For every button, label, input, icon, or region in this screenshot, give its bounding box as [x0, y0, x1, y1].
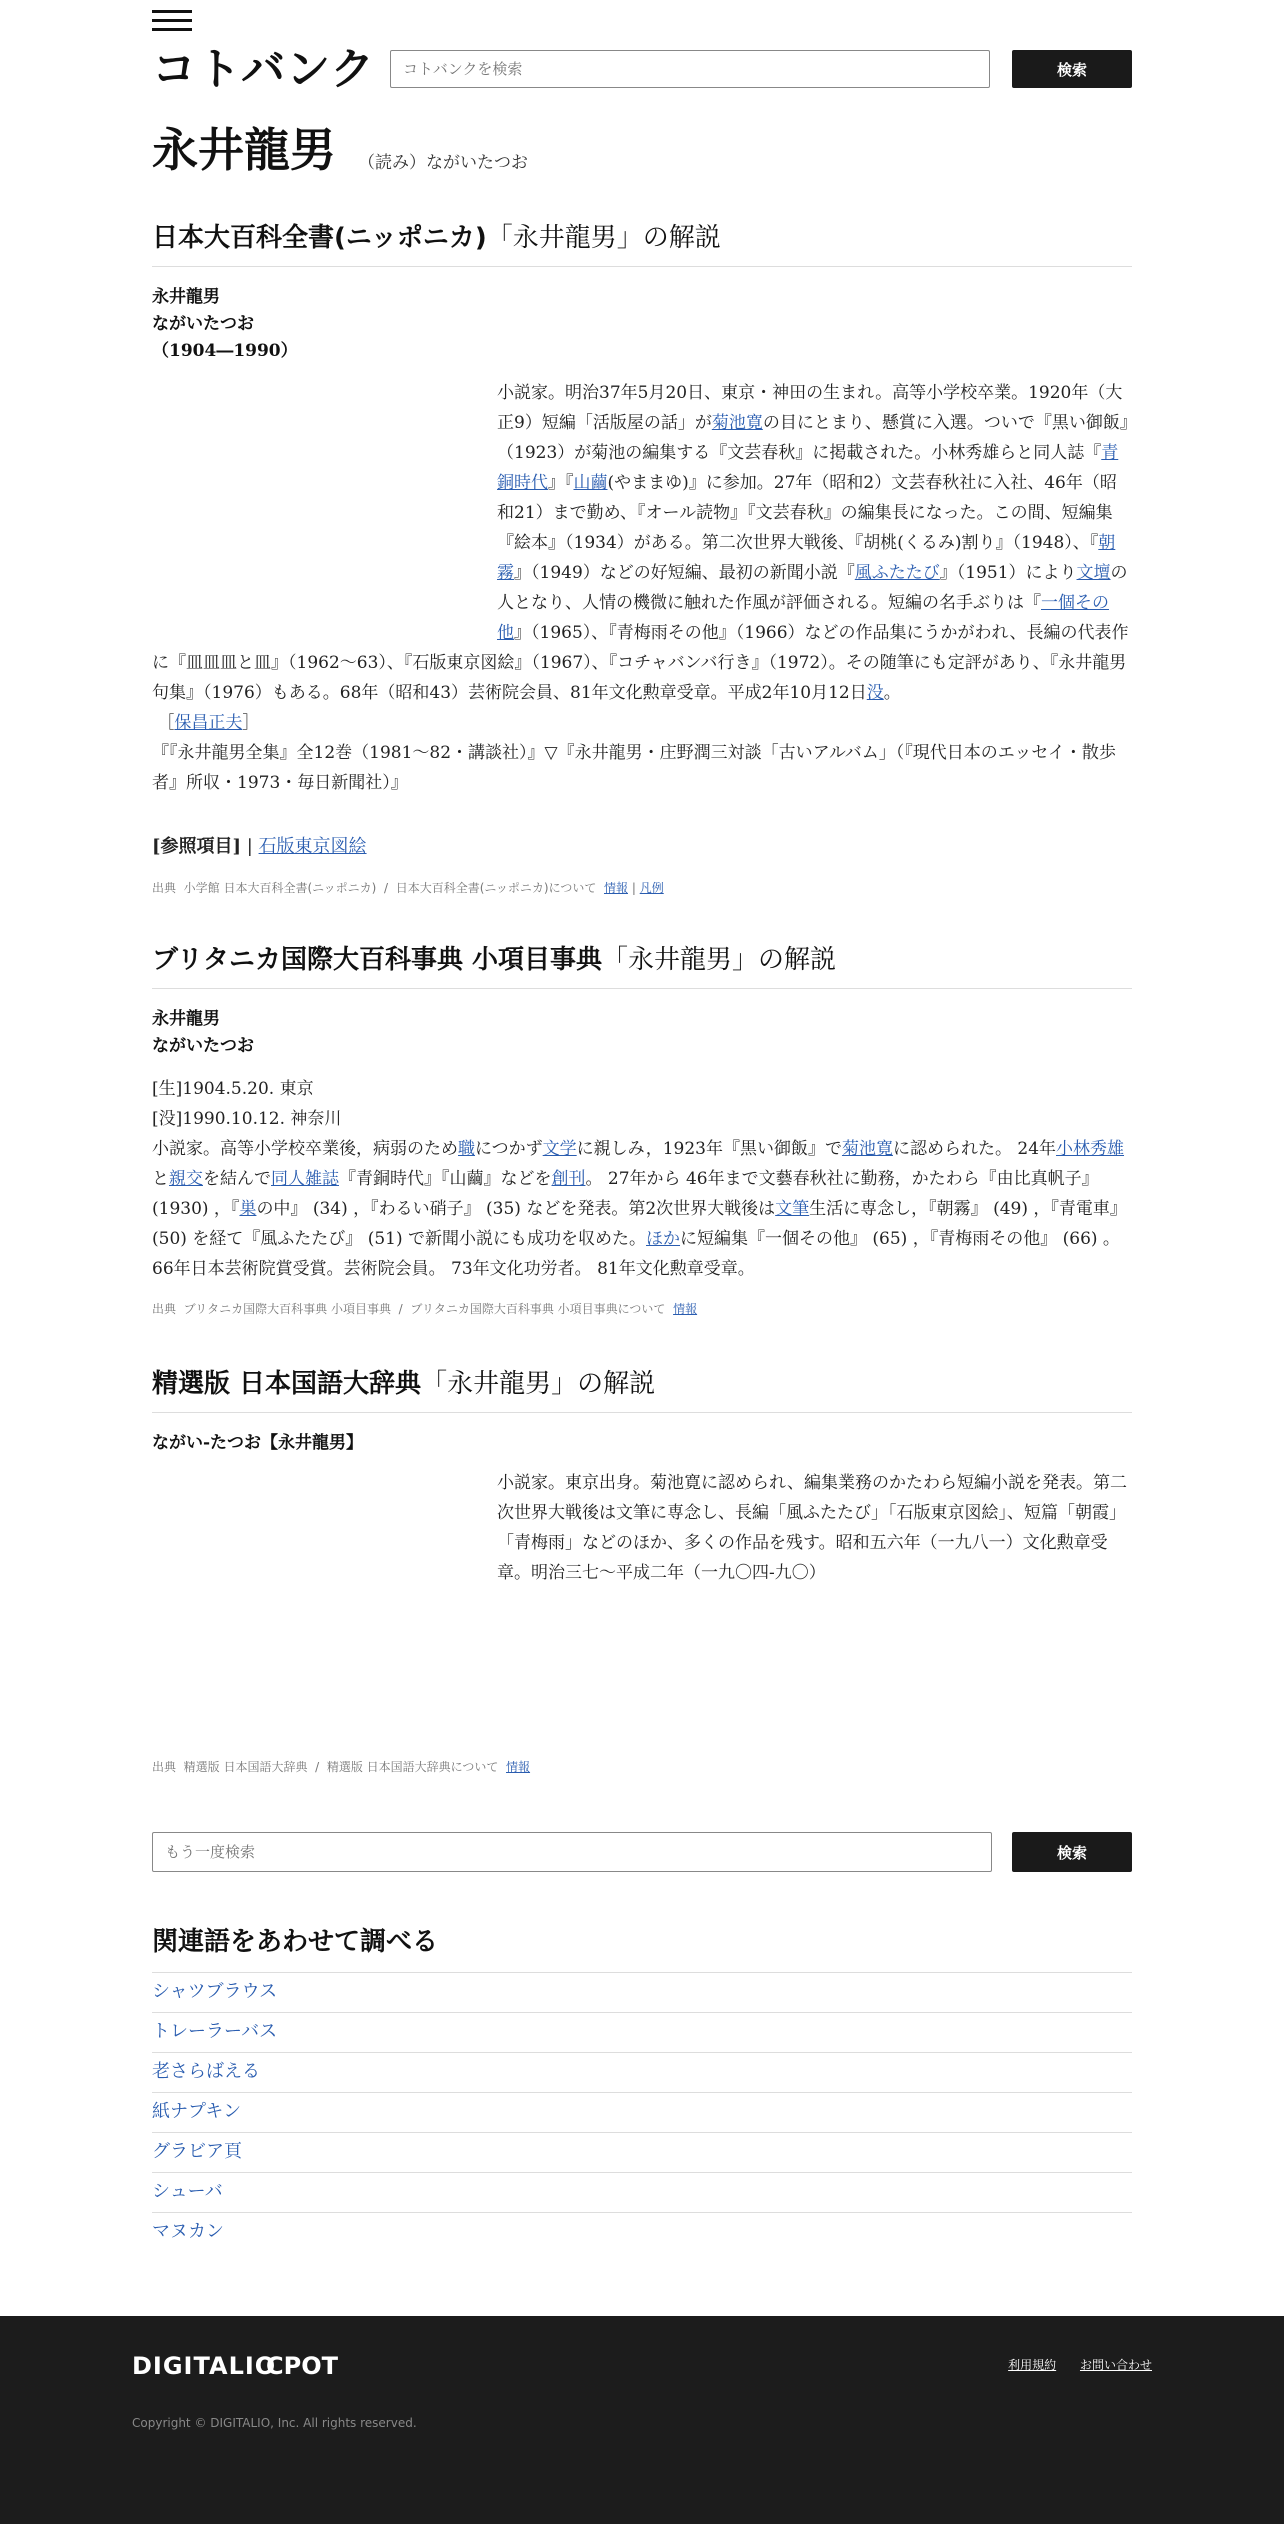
- link-seido-jidai[interactable]: 青銅時代: [497, 443, 1119, 493]
- list-item: [152, 2012, 1132, 2052]
- related-link[interactable]: グラビア頁: [152, 2141, 242, 2162]
- bibliography: 『『永井龍男全集』全12巻（1981～82・講談社）』▽『永井龍男・庄野潤三対談「古いアルバム」（『現代日本のエッセイ・散歩者』所収・1973・毎日新聞社）』: [152, 743, 1116, 793]
- footer: [0, 2316, 1284, 2524]
- source-info-link[interactable]: 情報: [673, 1302, 698, 1316]
- list-item: [152, 2092, 1132, 2132]
- related-heading: 関連語をあわせて調べる: [152, 1927, 439, 1957]
- reading: （読み）ながいたつお: [358, 153, 528, 173]
- kokugo-body: 小説家。東京出身。菊池寛に認められ、編集業務のかたわら短編小説を発表。第二次世界大戦後は文筆に専念し、長編「風ふたたび」「石版東京図絵」、短篇「朝霞」「青梅雨」などのほか、多くの作品を残す。昭和五六年（一九八一）文化勲章受章。明治三七～平成二年（一九〇四‐九〇）: [497, 1473, 1128, 1583]
- source-britannica: 出典 ブリタニカ国際大百科事典 小項目事典 / ブリタニカ国際大百科事典 小項目事典について 情報: [152, 1302, 698, 1316]
- link-yamamayu[interactable]: 山繭: [573, 473, 608, 493]
- link-author[interactable]: 保昌正夫: [174, 713, 243, 733]
- source-nipponica: 出典 小学館 日本大百科全書(ニッポニカ) / 日本大百科全書(ニッポニカ)について 情報 | 凡例: [152, 881, 664, 895]
- link-dojin-zasshi[interactable]: 同人雑誌: [271, 1169, 339, 1189]
- section-heading-nipponica: 日本大百科全書(ニッポニカ)「永井龍男」の解説: [152, 218, 1132, 267]
- link-kaze-futatabi[interactable]: 風ふたたび: [854, 563, 940, 583]
- link-shinko[interactable]: 親交: [169, 1169, 203, 1189]
- section-heading-kokugo: 精選版 日本国語大辞典「永井龍男」の解説: [152, 1364, 1132, 1413]
- list-item: [152, 2172, 1132, 2212]
- digitalio-logo[interactable]: DIGITALIO: [132, 2352, 277, 2380]
- headword: 永井龍男: [152, 287, 220, 307]
- link-bungaku[interactable]: 文学: [542, 1139, 577, 1159]
- bottom-search-input[interactable]: [152, 1832, 992, 1872]
- headword-reading: ながいたつお: [152, 1036, 254, 1056]
- link-ikko-sonota[interactable]: 一個その他: [497, 593, 1109, 643]
- headword-reading: ながいたつお: [152, 314, 254, 334]
- site-logo[interactable]: コトバンク: [152, 44, 376, 95]
- related-link[interactable]: 老さらばえる: [152, 2061, 260, 2082]
- link-sokan[interactable]: 創刊: [551, 1169, 586, 1189]
- link-kobayashi-hideo[interactable]: 小林秀雄: [1056, 1139, 1125, 1159]
- reference-items: [参照項目] | 石版東京図絵: [152, 836, 367, 857]
- link-kikuchi-kan[interactable]: 菊池寛: [841, 1139, 893, 1159]
- contact-link[interactable]: お問い合わせ: [1079, 2358, 1152, 2372]
- died: [没]1990.10.12. 神奈川: [152, 1109, 342, 1129]
- copyright: Copyright © DIGITALIO, Inc. All rights reserved.: [132, 2416, 417, 2430]
- terms-link[interactable]: 利用規約: [1008, 2358, 1057, 2372]
- headword: ながい‐たつお【永井龍男】: [152, 1433, 364, 1453]
- bottom-search-button[interactable]: 検索: [1012, 1832, 1132, 1872]
- link-asagiri[interactable]: 朝霧: [497, 533, 1116, 583]
- related-link[interactable]: シューバ: [152, 2181, 223, 2202]
- headword: 永井龍男: [152, 1009, 220, 1029]
- related-link[interactable]: 紙ナプキン: [152, 2101, 242, 2122]
- search-input[interactable]: [390, 50, 990, 88]
- source-kokugo: 出典 精選版 日本国語大辞典 / 精選版 日本国語大辞典について 情報: [152, 1760, 531, 1774]
- related-list: [152, 1972, 1132, 2252]
- related-link[interactable]: トレーラーバス: [152, 2021, 278, 2042]
- list-item: [152, 2052, 1132, 2092]
- cpot-logo[interactable]: CPOT: [266, 2352, 338, 2380]
- related-link[interactable]: マヌカン: [152, 2221, 224, 2242]
- list-item: [152, 2212, 1132, 2252]
- link-bunpitsu[interactable]: 文筆: [775, 1199, 810, 1219]
- link-sekiban-tokyo-zue[interactable]: 石版東京図絵: [258, 836, 367, 857]
- link-botsu[interactable]: 没: [866, 683, 884, 703]
- footer-links: [988, 2356, 1152, 2373]
- source-hanrei-link[interactable]: 凡例: [639, 881, 664, 895]
- author-credit: ［保昌正夫］: [157, 713, 260, 733]
- hamburger-menu-icon[interactable]: [152, 10, 192, 32]
- britannica-body: [生]1904.5.20. 東京 [没]1990.10.12. 神奈川 小説家。高等小学校卒業後，病弱のため職につかず文学に親しみ，1923年『黒い御飯』で菊池寛に認められた。 24年小林秀雄と親交を結んで同人雑誌『青銅時代』『山繭』などを創刊。 27年から 46年まで文藝春秋社に勤務，かたわら『由比真帆子』 (1930) ，『巣の中』 (34) ，『わるい硝子』 (35) などを発表。第2次世界大戦後は文筆生活に専念し，『朝霧』 (49) ，『青電車』 (50) を経て『風ふたたび』 (51) で新聞小説にも成功を収めた。ほかに短編集『一個その他』 (65) ，『青梅雨その他』 (66) 。 66年日本芸術院賞受賞。芸術院会員。 73年文化功労者。 81年文化勲章受章。: [152, 1074, 1132, 1284]
- related-link[interactable]: シャツブラウス: [152, 1981, 278, 2002]
- list-item: [152, 1972, 1132, 2012]
- link-bundan[interactable]: 文壇: [1076, 563, 1111, 583]
- source-info-link[interactable]: 情報: [506, 1760, 531, 1774]
- link-su[interactable]: 巣: [239, 1199, 257, 1219]
- page-title: 永井龍男: [152, 123, 336, 177]
- search-button[interactable]: 検索: [1012, 50, 1132, 88]
- link-shoku[interactable]: 職: [458, 1139, 475, 1159]
- link-kikuchi-kan[interactable]: 菊池寛: [711, 413, 763, 433]
- nipponica-body: 小説家。明治37年5月20日、東京・神田の生まれ。高等小学校卒業。1920年（大正9）短編「活版屋の話」が菊池寛の目にとまり、懸賞に入選。ついで『黒い御飯』（1923）が菊池の編集する『文芸春秋』に掲載された。小林秀雄らと同人誌『青銅時代』『山繭(やままゆ)』に参加。27年（昭和2）文芸春秋社に入社、46年（昭和21）まで勤め、『オール読物』『文芸春秋』の編集長になった。この間、短編集『絵本』（1934）がある。第二次世界大戦後、『胡桃(くるみ)割り』（1948）、『朝霧』（1949）などの好短編、最初の新聞小説『風ふたたび』（1951）により文壇の人となり、人情の機微に触れた作風が評価される。短編の名手ぶりは『一個その他』（1965）、『青梅雨その他』（1966）などの作品集にうかがわれ、長編の代表作に『皿皿皿と皿』（1962～63）、『石版東京図絵』（1967）、『コチャバンバ行き』（1972）。その随筆にも定評があり、『永井龍男句集』（1976）もある。68年（昭和43）芸術院会員、81年文化勲章受章。平成2年10月12日没。 ［保昌正夫］ 『『永井龍男全集』全12巻（1981～82・講談社）』▽『永井龍男・庄野潤三対談「古いアルバム」（『現代日本のエッセイ・散歩者』所収・1973・毎日新聞社）』: [152, 378, 1132, 798]
- list-item: [152, 2132, 1132, 2172]
- link-hoka[interactable]: ほか: [646, 1229, 681, 1249]
- section-heading-britannica: ブリタニカ国際大百科事典 小項目事典「永井龍男」の解説: [152, 940, 1132, 989]
- source-info-link[interactable]: 情報: [603, 881, 628, 895]
- born: [生]1904.5.20. 東京: [152, 1079, 314, 1099]
- headword-years: （1904―1990）: [152, 341, 298, 361]
